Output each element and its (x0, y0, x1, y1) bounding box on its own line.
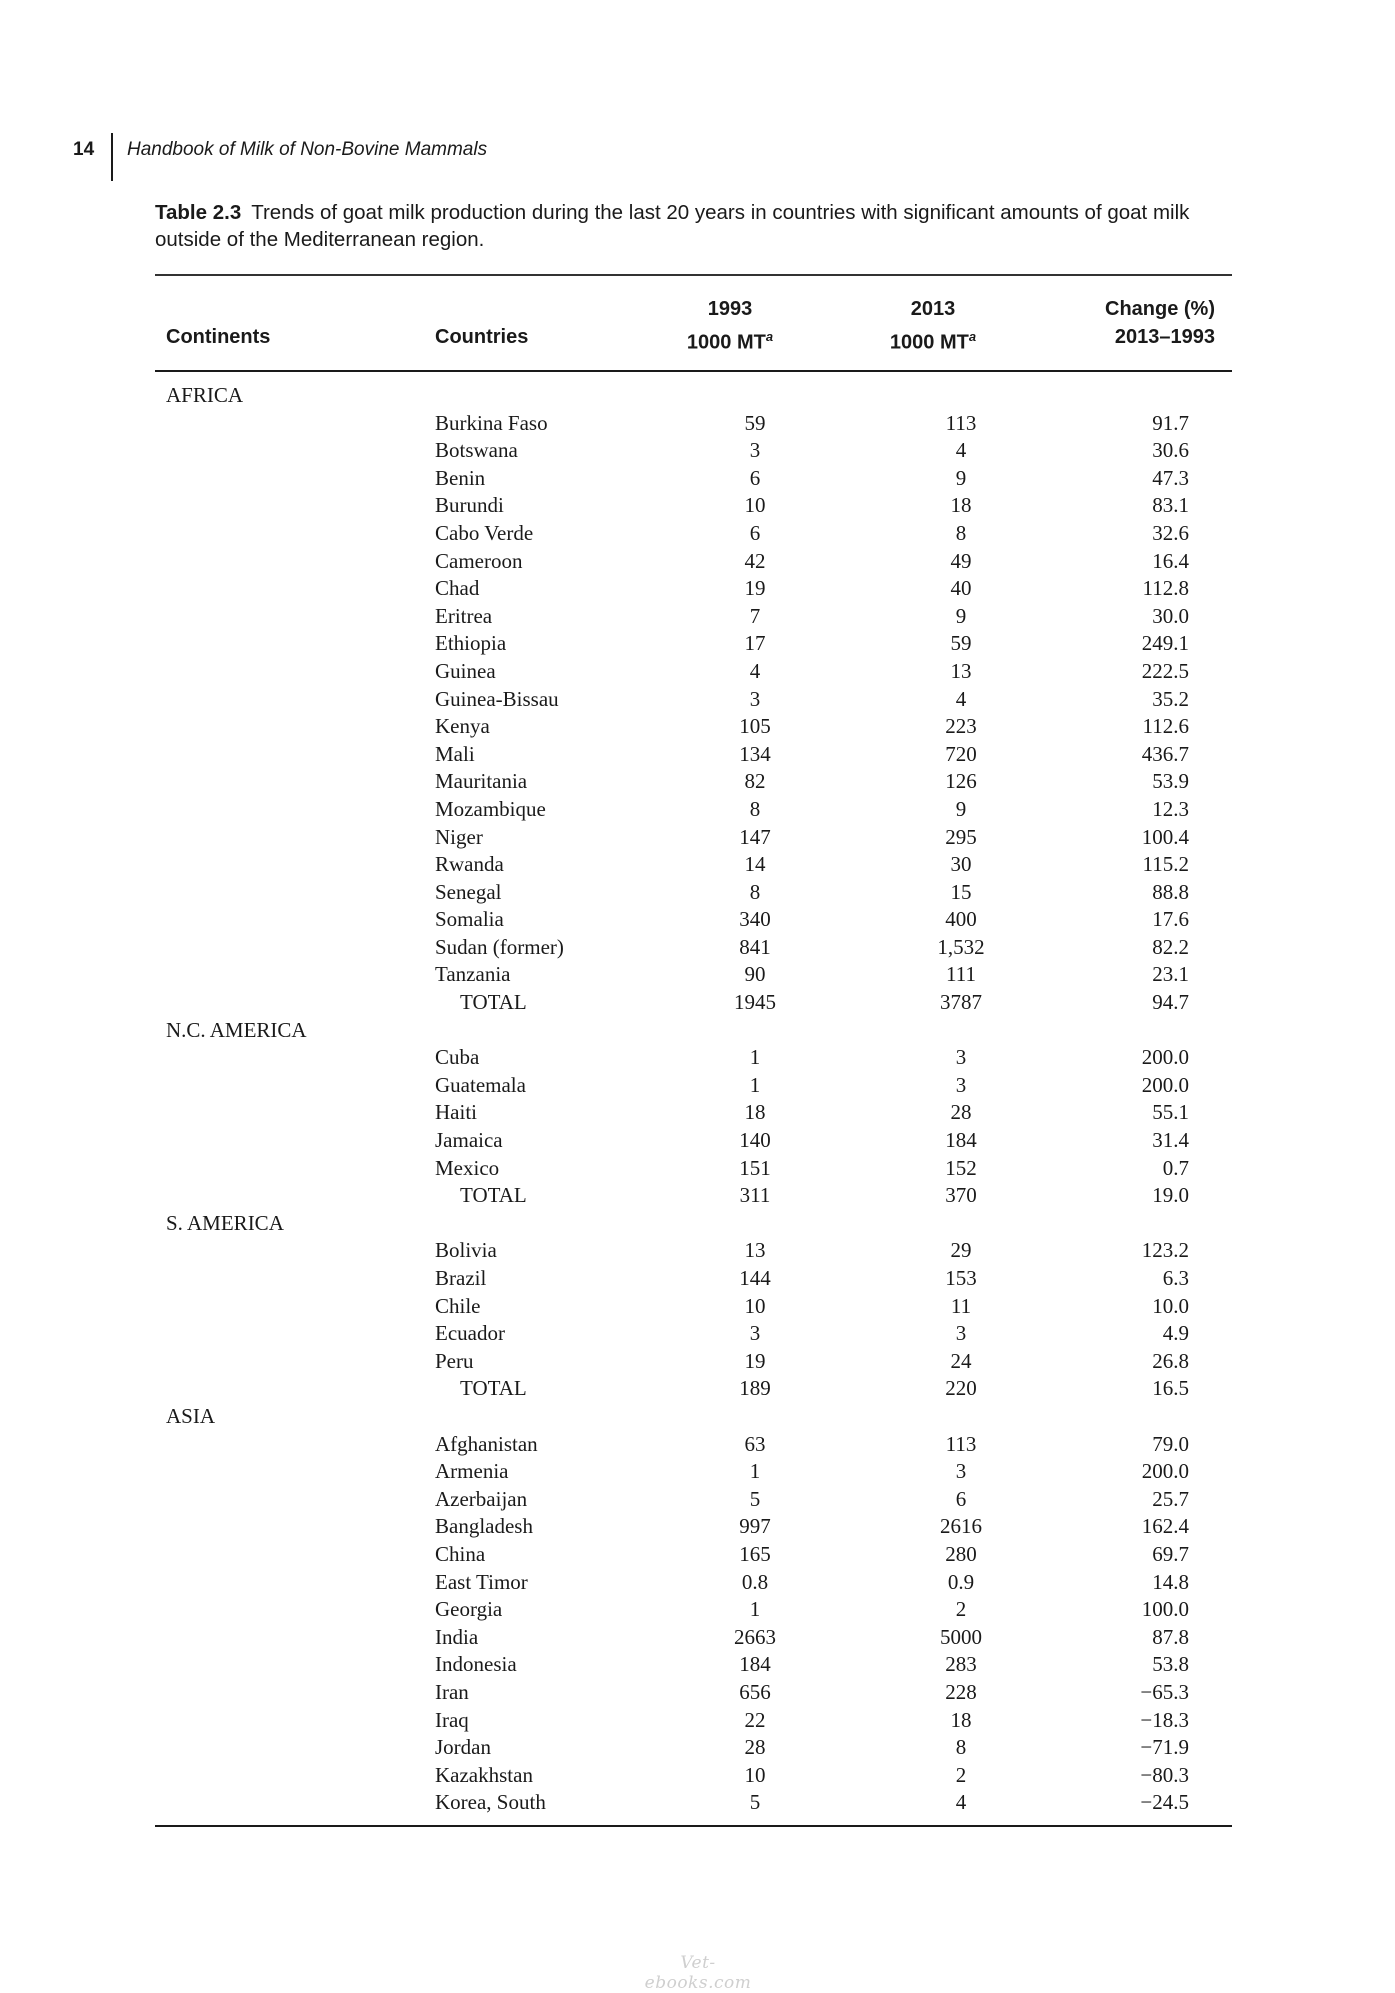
value-2013-cell-value: 29 (950, 1238, 972, 1263)
table-bottom-rule (155, 1825, 1232, 1828)
table-row (155, 741, 1232, 769)
country-cell: Chad (435, 576, 480, 601)
change-cell: 30.0 (1152, 603, 1189, 628)
country-cell: East Timor (435, 1569, 528, 1594)
value-1993-cell-value: 59 (744, 410, 766, 435)
value-1993-cell-value: 656 (739, 1679, 771, 1704)
value-2013-cell-value: 15 (950, 879, 972, 904)
country-cell: Peru (435, 1348, 474, 1373)
country-cell: Botswana (435, 438, 518, 463)
value-1993-cell-value: 10 (744, 493, 766, 518)
table-row (155, 1541, 1232, 1569)
table-row (155, 1762, 1232, 1790)
table-row (155, 1237, 1232, 1265)
change-cell: 12.3 (1152, 796, 1189, 821)
change-cell: 30.6 (1152, 438, 1189, 463)
value-1993-cell-value: 997 (739, 1514, 771, 1539)
header-countries: Countries (435, 325, 529, 348)
table-row (155, 1265, 1232, 1293)
change-cell: 17.6 (1152, 907, 1189, 932)
value-1993-cell-value: 2663 (734, 1624, 776, 1649)
country-cell: Guatemala (435, 1072, 526, 1097)
change-cell: 112.8 (1142, 576, 1189, 601)
value-1993-cell-value: 8 (749, 796, 761, 821)
table-row (155, 934, 1232, 962)
value-1993-cell-value: 841 (739, 934, 771, 959)
value-2013-cell-value: 295 (945, 824, 977, 849)
change-cell: 91.7 (1152, 410, 1189, 435)
table-row (155, 465, 1232, 493)
value-1993-cell-value: 3 (749, 438, 761, 463)
change-cell: 32.6 (1152, 520, 1189, 545)
value-1993-cell-value: 1 (749, 1597, 761, 1622)
value-2013-cell-value: 2 (955, 1762, 967, 1787)
table-row (155, 686, 1232, 714)
value-2013-cell-value: 9 (955, 796, 967, 821)
header-continents: Continents (166, 325, 271, 348)
value-1993-cell-value: 144 (739, 1266, 771, 1290)
value-2013-cell-value: 220 (945, 1376, 977, 1401)
value-2013-cell-value: 223 (945, 714, 977, 739)
country-cell: Mozambique (435, 796, 546, 821)
change-cell: −80.3 (1140, 1762, 1189, 1787)
table-row (155, 658, 1232, 686)
caption-text: Trends of goat milk production during the last 20 years in countries with significant amounts of goat milk outside of the Mediterranean region. (155, 201, 1190, 251)
value-1993-cell-value: 90 (744, 962, 766, 987)
value-1993-cell-value: 10 (744, 1762, 766, 1787)
value-2013-cell-value: 111 (946, 962, 976, 987)
change-cell: −18.3 (1140, 1707, 1189, 1732)
data-table (155, 274, 1232, 1827)
table-row (155, 548, 1232, 576)
value-2013-cell-value: 24 (950, 1348, 972, 1373)
value-2013-cell-value: 2616 (940, 1514, 982, 1539)
value-1993-cell-value: 14 (744, 852, 766, 877)
value-1993-cell-value: 8 (749, 879, 761, 904)
country-cell: TOTAL (460, 1183, 527, 1208)
value-2013-cell-value: 8 (955, 1735, 967, 1760)
country-cell: China (435, 1541, 486, 1566)
table-label: Table 2.3 (155, 201, 242, 224)
value-2013-cell-value: 228 (945, 1679, 977, 1704)
country-cell: Kenya (435, 714, 490, 739)
value-1993-cell-value: 1 (749, 1045, 761, 1070)
value-2013-cell-value: 0.9 (947, 1569, 975, 1594)
change-cell: 16.4 (1152, 548, 1189, 573)
change-cell: 19.0 (1152, 1183, 1189, 1208)
country-cell: TOTAL (460, 990, 527, 1015)
table-row (155, 603, 1232, 631)
change-cell: 26.8 (1152, 1348, 1189, 1373)
value-2013-cell-value: 13 (950, 658, 972, 683)
value-2013-cell-value: 184 (945, 1128, 977, 1153)
value-1993-cell-value: 189 (739, 1376, 771, 1401)
country-cell: Senegal (435, 879, 502, 904)
value-2013-cell-value: 280 (945, 1541, 977, 1566)
value-1993-cell-value: 10 (744, 1293, 766, 1318)
value-2013-cell-value: 49 (950, 548, 972, 573)
value-1993-cell-value: 5 (749, 1486, 761, 1511)
value-1993-cell-value: 42 (744, 548, 766, 573)
header-1993-unit-text: 1000 MT (686, 331, 766, 354)
change-cell: 31.4 (1152, 1128, 1189, 1153)
table-row (155, 879, 1232, 907)
value-2013-cell-value: 126 (945, 769, 977, 794)
header-1993-year: 1993 (707, 297, 753, 320)
book-title: Handbook of Milk of Non-Bovine Mammals (127, 139, 488, 160)
table-row (155, 1155, 1232, 1183)
value-1993-cell-value: 340 (739, 907, 771, 932)
country-cell: Haiti (435, 1100, 477, 1125)
change-cell: 53.9 (1152, 769, 1189, 794)
country-cell: Kazakhstan (435, 1762, 533, 1787)
country-cell: Brazil (435, 1266, 487, 1290)
total-row (155, 1375, 1232, 1403)
country-cell: Mexico (435, 1155, 500, 1180)
change-cell: 10.0 (1152, 1293, 1189, 1318)
value-2013-cell-value: 113 (945, 410, 977, 435)
table-row (155, 1072, 1232, 1100)
value-1993-cell-value: 151 (739, 1155, 771, 1180)
header-change-label: Change (%) (1105, 297, 1215, 320)
table-row (155, 1293, 1232, 1321)
value-1993-cell-value: 19 (744, 1348, 766, 1373)
running-head (73, 133, 487, 181)
table-row (155, 1569, 1232, 1597)
value-2013-cell-value: 5000 (940, 1624, 982, 1649)
change-cell: 200.0 (1141, 1072, 1189, 1097)
header-2013-unit (838, 323, 1028, 357)
value-1993-cell-value: 1 (749, 1072, 761, 1097)
change-cell: 100.0 (1141, 1597, 1189, 1622)
table-row (155, 575, 1232, 603)
country-cell: Burundi (435, 493, 504, 518)
table-body (155, 372, 1232, 1825)
table-row (155, 1320, 1232, 1348)
continent-row (155, 1403, 1232, 1431)
change-cell: 222.5 (1141, 658, 1189, 683)
change-cell: −24.5 (1140, 1790, 1189, 1815)
footnote-marker: a (765, 328, 774, 344)
value-2013-cell-value: 4 (955, 686, 967, 711)
table-row (155, 1486, 1232, 1514)
table-row (155, 1431, 1232, 1459)
value-2013-cell-value: 152 (945, 1155, 977, 1180)
value-1993-cell-value: 5 (749, 1790, 761, 1815)
value-1993-cell-value: 17 (744, 631, 766, 656)
country-cell: Korea, South (435, 1790, 546, 1815)
table-row (155, 1596, 1232, 1624)
change-cell: 25.7 (1152, 1486, 1189, 1511)
country-cell: Cameroon (435, 548, 523, 573)
change-cell: 88.8 (1152, 879, 1189, 904)
change-cell: 123.2 (1141, 1238, 1189, 1263)
value-2013-cell-value: 40 (950, 576, 972, 601)
table-row (155, 520, 1232, 548)
total-row (155, 989, 1232, 1017)
value-2013-cell-value: 400 (945, 907, 977, 932)
change-cell: 115.2 (1142, 852, 1189, 877)
value-1993-cell-value: 13 (744, 1238, 766, 1263)
table-row (155, 410, 1232, 438)
country-cell: Jordan (435, 1735, 491, 1760)
value-2013-cell-value: 113 (945, 1431, 977, 1456)
change-cell: 83.1 (1152, 493, 1189, 518)
country-cell: Iraq (435, 1707, 469, 1732)
change-cell: 79.0 (1152, 1431, 1189, 1456)
value-2013-cell-value: 18 (950, 493, 972, 518)
continent-row (155, 382, 1232, 410)
table-row (155, 851, 1232, 879)
change-cell: 69.7 (1152, 1541, 1189, 1566)
value-1993-cell-value: 6 (749, 520, 761, 545)
country-cell: Sudan (former) (435, 934, 564, 959)
table-header (155, 276, 1232, 370)
country-cell: Bolivia (435, 1238, 497, 1263)
table-row (155, 1734, 1232, 1762)
continent-cell: ASIA (166, 1403, 216, 1428)
value-2013-cell-value: 1,532 (937, 934, 985, 959)
country-cell: Chile (435, 1293, 481, 1318)
country-cell: Niger (435, 824, 483, 849)
value-2013-cell-value: 9 (955, 603, 967, 628)
value-2013-cell-value: 59 (950, 631, 972, 656)
country-cell: Guinea-Bissau (435, 686, 559, 711)
value-2013-cell-value: 283 (945, 1652, 977, 1677)
country-cell: Tanzania (435, 962, 511, 987)
value-1993-cell-value: 18 (744, 1100, 766, 1125)
value-2013-cell-value: 6 (955, 1486, 967, 1511)
value-2013-cell-value: 3 (955, 1321, 967, 1346)
country-cell: Indonesia (435, 1652, 517, 1677)
change-cell: 436.7 (1141, 741, 1189, 766)
value-2013-cell-value: 28 (950, 1100, 972, 1125)
table-row (155, 1348, 1232, 1376)
value-1993-cell-value: 134 (739, 741, 771, 766)
value-2013-cell-value: 370 (945, 1183, 977, 1208)
value-2013-cell-value: 2 (955, 1597, 967, 1622)
table-row (155, 1513, 1232, 1541)
change-cell: 82.2 (1152, 934, 1189, 959)
table-row (155, 713, 1232, 741)
change-cell: 35.2 (1152, 686, 1189, 711)
value-1993-cell-value: 28 (744, 1735, 766, 1760)
country-cell: Mauritania (435, 769, 528, 794)
change-cell: 16.5 (1152, 1376, 1189, 1401)
total-row (155, 1182, 1232, 1210)
change-cell: 94.7 (1152, 990, 1189, 1015)
value-2013-cell-value: 8 (955, 520, 967, 545)
country-cell: Benin (435, 465, 486, 490)
value-2013-cell-value: 9 (955, 465, 967, 490)
table-caption (155, 199, 1235, 253)
header-divider (111, 133, 113, 181)
page-number: 14 (73, 139, 95, 160)
table-row (155, 961, 1232, 989)
value-2013-cell-value: 18 (950, 1707, 972, 1732)
change-cell: −71.9 (1140, 1735, 1189, 1760)
value-1993-cell-value: 3 (749, 686, 761, 711)
table-row (155, 768, 1232, 796)
change-cell: 4.9 (1162, 1321, 1189, 1346)
country-cell: Mali (435, 741, 475, 766)
country-cell: India (435, 1624, 479, 1649)
value-2013-cell-value: 3 (955, 1072, 967, 1097)
value-1993-cell-value: 4 (749, 658, 761, 683)
table-row (155, 1099, 1232, 1127)
continent-cell: N.C. AMERICA (166, 1017, 307, 1042)
country-cell: Iran (435, 1679, 469, 1704)
change-cell: 87.8 (1152, 1624, 1189, 1649)
value-1993-cell-value: 7 (749, 603, 761, 628)
value-1993-cell-value: 82 (744, 769, 766, 794)
value-1993-cell-value: 184 (739, 1652, 771, 1677)
header-1993 (635, 295, 825, 357)
table-row (155, 1458, 1232, 1486)
country-cell: Jamaica (435, 1128, 503, 1153)
table-row (155, 906, 1232, 934)
country-cell: Georgia (435, 1597, 503, 1622)
change-cell: 47.3 (1152, 465, 1189, 490)
footnote-marker: a (968, 328, 977, 344)
value-1993-cell-value: 6 (749, 465, 761, 490)
value-1993-cell-value: 140 (739, 1128, 771, 1153)
change-cell: 100.4 (1141, 824, 1189, 849)
change-cell: 23.1 (1152, 962, 1189, 987)
table-row (155, 1127, 1232, 1155)
country-cell: Bangladesh (435, 1514, 533, 1539)
value-1993-cell-value: 22 (744, 1707, 766, 1732)
value-1993-cell-value: 1 (749, 1459, 761, 1484)
change-cell: 162.4 (1141, 1514, 1189, 1539)
table-row (155, 1044, 1232, 1072)
country-cell: Afghanistan (435, 1431, 538, 1456)
country-cell: TOTAL (460, 1376, 527, 1401)
table-row (155, 492, 1232, 520)
change-cell: 6.3 (1162, 1266, 1189, 1290)
value-2013-cell-value: 153 (945, 1266, 977, 1290)
continent-cell: S. AMERICA (166, 1210, 284, 1235)
table-row (155, 1789, 1232, 1817)
continent-row (155, 1210, 1232, 1238)
country-cell: Azerbaijan (435, 1486, 528, 1511)
change-cell: 200.0 (1141, 1045, 1189, 1070)
country-cell: Eritrea (435, 603, 493, 628)
table-row (155, 796, 1232, 824)
value-1993-cell-value: 147 (739, 824, 771, 849)
value-2013-cell-value: 11 (950, 1293, 972, 1318)
header-1993-unit (635, 323, 825, 357)
country-cell: Burkina Faso (435, 410, 548, 435)
country-cell: Rwanda (435, 852, 504, 877)
table-row (155, 437, 1232, 465)
value-1993-cell-value: 311 (739, 1183, 771, 1208)
table-row (155, 1707, 1232, 1735)
value-1993-cell-value: 105 (739, 714, 771, 739)
change-cell: 55.1 (1152, 1100, 1189, 1125)
value-2013-cell-value: 3 (955, 1045, 967, 1070)
value-2013-cell-value: 720 (945, 741, 977, 766)
country-cell: Somalia (435, 907, 504, 932)
country-cell: Ethiopia (435, 631, 507, 656)
value-2013-cell-value: 3787 (940, 990, 982, 1015)
change-cell: 112.6 (1142, 714, 1189, 739)
value-1993-cell-value: 1945 (734, 990, 776, 1015)
change-cell: 53.8 (1152, 1652, 1189, 1677)
country-cell: Guinea (435, 658, 496, 683)
change-cell: 200.0 (1141, 1459, 1189, 1484)
value-1993-cell-value: 165 (739, 1541, 771, 1566)
table-row (155, 824, 1232, 852)
continent-cell: AFRICA (166, 383, 244, 407)
value-1993-cell-value: 63 (744, 1431, 766, 1456)
table-row (155, 1679, 1232, 1707)
value-1993-cell-value: 0.8 (741, 1569, 769, 1594)
country-cell: Cuba (435, 1045, 480, 1070)
header-change (1015, 295, 1215, 351)
country-cell: Cabo Verde (435, 520, 534, 545)
watermark: Vet-ebooks.com (644, 1953, 752, 1993)
change-cell: −65.3 (1140, 1679, 1189, 1704)
country-cell: Armenia (435, 1459, 509, 1484)
change-cell: 0.7 (1162, 1155, 1189, 1180)
country-cell: Ecuador (435, 1321, 505, 1346)
value-1993-cell-value: 19 (744, 576, 766, 601)
value-2013-cell-value: 4 (955, 1790, 967, 1815)
value-2013-cell-value: 30 (950, 852, 972, 877)
change-cell: 249.1 (1141, 631, 1189, 656)
continent-row (155, 1017, 1232, 1045)
header-2013-year: 2013 (910, 297, 956, 320)
change-cell: 14.8 (1152, 1569, 1189, 1594)
value-2013-cell-value: 4 (955, 438, 967, 463)
table-row (155, 1651, 1232, 1679)
value-2013-cell-value: 3 (955, 1459, 967, 1484)
value-1993-cell-value: 3 (749, 1321, 761, 1346)
header-change-period: 2013–1993 (1114, 325, 1215, 348)
table-row (155, 630, 1232, 658)
table-row (155, 1624, 1232, 1652)
header-2013-unit-text: 1000 MT (889, 331, 969, 354)
header-2013 (838, 295, 1028, 357)
